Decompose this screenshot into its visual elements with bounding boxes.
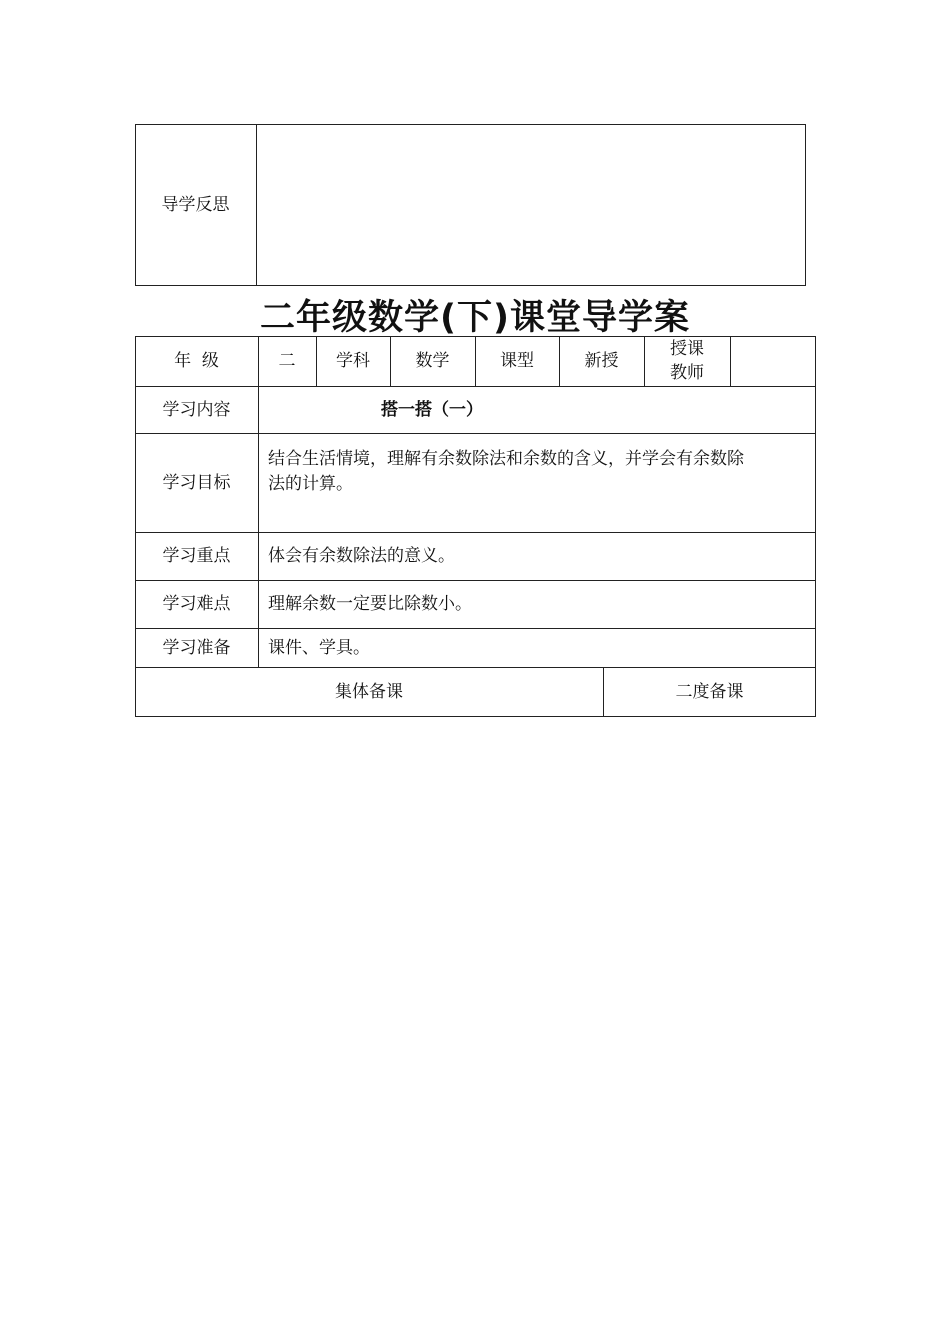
key-value	[268, 532, 808, 580]
prep-value	[268, 628, 808, 667]
goal-label-text: 学习目标	[162, 472, 231, 493]
key-label	[135, 532, 258, 580]
page-title: 二年级数学(下)课堂导学案	[260, 298, 690, 338]
reflection-label-text: 导学反思	[161, 195, 230, 215]
prep-label-text: 学习准备	[162, 637, 231, 658]
label-column-divider	[258, 386, 259, 667]
difficulty-value-text: 理解余数一定要比除数小。	[268, 594, 472, 614]
grade-value-text: 二	[278, 351, 296, 371]
goal-value-line1: 结合生活情境，理解有余数除法和余数的含义，并学会有余数除	[268, 449, 744, 469]
reflection-content[interactable]	[257, 124, 805, 286]
difficulty-label	[135, 580, 258, 628]
key-value-text: 体会有余数除法的意义。	[268, 546, 455, 566]
reflection-label	[135, 124, 256, 286]
subject-value-text: 数学	[415, 351, 450, 371]
content-label-text: 学习内容	[162, 399, 231, 420]
difficulty-value	[268, 580, 808, 628]
subject-value	[390, 336, 475, 386]
collective-prep	[135, 667, 603, 717]
secondary-prep	[603, 667, 816, 717]
lesson-type-value-text: 新授	[584, 351, 619, 371]
secondary-prep-text: 二度备课	[675, 682, 744, 702]
content-value-text: 搭一搭（一）	[381, 399, 483, 420]
lesson-type-label	[475, 336, 559, 386]
collective-prep-text: 集体备课	[335, 682, 403, 702]
grade-label	[135, 336, 258, 386]
difficulty-label-text: 学习难点	[162, 594, 231, 614]
lesson-type-label-text: 课型	[500, 351, 534, 371]
lesson-type-value	[559, 336, 644, 386]
content-value	[381, 386, 681, 433]
prep-label	[135, 628, 258, 667]
grade-label-text: 年 级	[174, 351, 219, 371]
teacher-label-line1: 授课	[670, 339, 704, 359]
content-label	[135, 386, 258, 433]
goal-value	[268, 447, 813, 497]
subject-label-text: 学科	[336, 351, 370, 371]
goal-label	[135, 433, 258, 532]
grade-value	[258, 336, 316, 386]
teacher-label	[644, 336, 730, 386]
teacher-label-line2: 教师	[670, 363, 704, 383]
teacher-value[interactable]	[730, 336, 816, 386]
prep-value-text: 课件、学具。	[268, 637, 370, 658]
goal-value-line2: 法的计算。	[268, 474, 353, 494]
key-label-text: 学习重点	[162, 546, 231, 566]
subject-label	[316, 336, 390, 386]
